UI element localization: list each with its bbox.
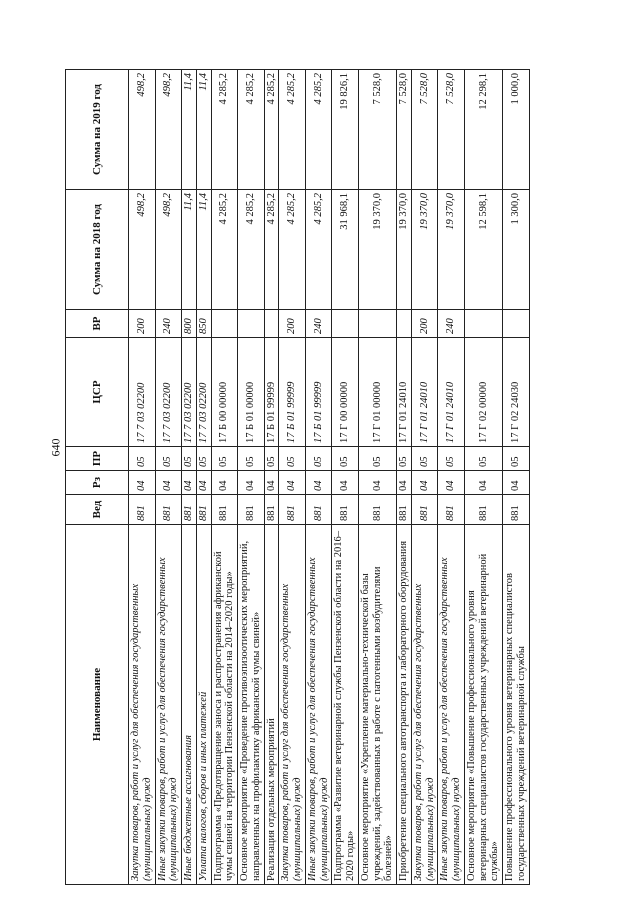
cell-pr: 05: [129, 447, 156, 471]
table-row: [129, 70, 156, 885]
cell-sum-2019: 12 298,1: [464, 70, 502, 190]
budget-table: [65, 69, 530, 885]
cell-rz: 04: [211, 471, 238, 495]
cell-rz: 04: [397, 471, 412, 495]
cell-sum-2018: 498,2: [129, 190, 156, 310]
cell-csr: 17 7 03 02200: [129, 338, 156, 447]
cell-ved: 881: [464, 495, 502, 525]
cell-rz: 04: [264, 471, 279, 495]
cell-name: Иные бюджетные ассигнования: [182, 525, 197, 885]
cell-ved: 881: [182, 495, 197, 525]
cell-name: Закупка товаров, работ и услуг для обеспечения государственных (муниципальных) нужд: [411, 525, 438, 885]
cell-vr: [397, 310, 412, 338]
table-row: [411, 70, 438, 885]
cell-rz: 04: [332, 471, 359, 495]
cell-vr: [332, 310, 359, 338]
cell-pr: 05: [358, 447, 396, 471]
cell-pr: 05: [238, 447, 265, 471]
cell-vr: 240: [438, 310, 465, 338]
table-row: [305, 70, 332, 885]
header-pr: ПР: [66, 447, 129, 471]
cell-sum-2019: 498,2: [129, 70, 156, 190]
cell-rz: 04: [279, 471, 306, 495]
cell-sum-2019: 4 285,2: [238, 70, 265, 190]
cell-csr: 17 Г 01 24010: [411, 338, 438, 447]
cell-sum-2018: 31 968,1: [332, 190, 359, 310]
cell-name: Иные закупки товаров, работ и услуг для обеспечения государственных (муниципальных) нужд: [438, 525, 465, 885]
cell-vr: [264, 310, 279, 338]
cell-sum-2018: 19 370,0: [438, 190, 465, 310]
cell-csr: 17 Б 01 00000: [238, 338, 265, 447]
header-name: Наименование: [66, 525, 129, 885]
cell-rz: 04: [438, 471, 465, 495]
cell-sum-2018: 498,2: [155, 190, 182, 310]
cell-sum-2018: 19 370,0: [397, 190, 412, 310]
cell-ved: 881: [397, 495, 412, 525]
cell-rz: 04: [196, 471, 211, 495]
cell-csr: 17 Г 01 24010: [438, 338, 465, 447]
cell-vr: [503, 310, 530, 338]
cell-rz: 04: [305, 471, 332, 495]
header-vr: ВР: [66, 310, 129, 338]
cell-csr: 17 Г 02 00000: [464, 338, 502, 447]
cell-vr: [211, 310, 238, 338]
cell-csr: 17 7 03 02200: [196, 338, 211, 447]
cell-rz: 04: [464, 471, 502, 495]
cell-ved: 881: [155, 495, 182, 525]
cell-sum-2018: 19 370,0: [358, 190, 396, 310]
cell-sum-2018: 4 285,2: [305, 190, 332, 310]
cell-sum-2019: 11,4: [196, 70, 211, 190]
cell-name: Иные закупки товаров, работ и услуг для обеспечения государственных (муниципальных) нужд: [155, 525, 182, 885]
cell-rz: 04: [411, 471, 438, 495]
cell-name: Закупка товаров, работ и услуг для обеспечения государственных (муниципальных) нужд: [129, 525, 156, 885]
cell-sum-2018: 11,4: [196, 190, 211, 310]
table-body: [129, 70, 530, 885]
cell-sum-2019: 498,2: [155, 70, 182, 190]
cell-sum-2018: 4 285,2: [264, 190, 279, 310]
header-sum-2019: Сумма на 2019 год: [66, 70, 129, 190]
header-rz: Рз: [66, 471, 129, 495]
cell-ved: 881: [264, 495, 279, 525]
cell-sum-2018: 4 285,2: [238, 190, 265, 310]
cell-vr: [358, 310, 396, 338]
cell-rz: 04: [155, 471, 182, 495]
table-row: [279, 70, 306, 885]
cell-vr: 850: [196, 310, 211, 338]
header-sum-2018: Сумма на 2018 год: [66, 190, 129, 310]
table-row: [438, 70, 465, 885]
cell-sum-2019: 1 000,0: [503, 70, 530, 190]
cell-sum-2019: 7 528,0: [397, 70, 412, 190]
cell-ved: 881: [238, 495, 265, 525]
header-ved: Вед: [66, 495, 129, 525]
cell-pr: 05: [155, 447, 182, 471]
cell-pr: 05: [264, 447, 279, 471]
cell-csr: 17 Г 01 24010: [397, 338, 412, 447]
table-row: [155, 70, 182, 885]
cell-name: Основное мероприятие «Укрепление материально-технической базы учреждений, задействованных в работе с патогенными возбудителями болезней»: [358, 525, 396, 885]
cell-ved: 881: [438, 495, 465, 525]
table-row: [264, 70, 279, 885]
table-row: [332, 70, 359, 885]
cell-rz: 04: [358, 471, 396, 495]
cell-ved: 881: [411, 495, 438, 525]
cell-sum-2018: 1 300,0: [503, 190, 530, 310]
cell-ved: 881: [129, 495, 156, 525]
cell-vr: 240: [305, 310, 332, 338]
cell-csr: 17 Г 00 00000: [332, 338, 359, 447]
cell-pr: 05: [279, 447, 306, 471]
cell-pr: 05: [305, 447, 332, 471]
cell-name: Иные закупки товаров, работ и услуг для обеспечения государственных (муниципальных) нужд: [305, 525, 332, 885]
cell-sum-2018: 12 598,1: [464, 190, 502, 310]
cell-pr: 05: [503, 447, 530, 471]
cell-sum-2019: 19 826,1: [332, 70, 359, 190]
table-row: [211, 70, 238, 885]
cell-name: Основное мероприятие «Проведение противоэпизоотических мероприятий, направленных на профилактику африканской чумы свиней»: [238, 525, 265, 885]
rotated-table-container: [65, 70, 595, 885]
cell-rz: 04: [238, 471, 265, 495]
cell-pr: 05: [464, 447, 502, 471]
table-header-row: [66, 70, 129, 885]
cell-vr: 240: [155, 310, 182, 338]
cell-name: Приобретение специального автотранспорта и лабораторного оборудования: [397, 525, 412, 885]
cell-pr: 05: [211, 447, 238, 471]
cell-sum-2018: 4 285,2: [279, 190, 306, 310]
table-row: [397, 70, 412, 885]
cell-ved: 881: [211, 495, 238, 525]
cell-csr: 17 Г 01 00000: [358, 338, 396, 447]
cell-ved: 881: [503, 495, 530, 525]
table-row: [503, 70, 530, 885]
cell-rz: 04: [182, 471, 197, 495]
cell-name: Повышение профессионального уровня ветеринарных специалистов государственных учреждений ветеринарной службы: [503, 525, 530, 885]
cell-name: Закупка товаров, работ и услуг для обеспечения государственных (муниципальных) нужд: [279, 525, 306, 885]
cell-name: Подпрограмма «Предотвращение заноса и распространения африканской чумы свиней на территории Пензенской области на 2014–2020 годы»: [211, 525, 238, 885]
cell-sum-2019: 11,4: [182, 70, 197, 190]
cell-ved: 881: [196, 495, 211, 525]
cell-sum-2019: 4 285,2: [264, 70, 279, 190]
cell-ved: 881: [332, 495, 359, 525]
cell-pr: 05: [332, 447, 359, 471]
cell-pr: 05: [438, 447, 465, 471]
cell-vr: 200: [279, 310, 306, 338]
cell-ved: 881: [279, 495, 306, 525]
cell-csr: 17 7 03 02200: [155, 338, 182, 447]
table-row: [182, 70, 197, 885]
cell-name: Реализация отдельных мероприятий: [264, 525, 279, 885]
table-row: [358, 70, 396, 885]
cell-sum-2019: 4 285,2: [211, 70, 238, 190]
header-csr: ЦСР: [66, 338, 129, 447]
cell-sum-2019: 7 528,0: [358, 70, 396, 190]
cell-csr: 17 Г 02 24030: [503, 338, 530, 447]
cell-pr: 05: [196, 447, 211, 471]
cell-csr: 17 Б 00 00000: [211, 338, 238, 447]
cell-csr: 17 Б 01 99999: [305, 338, 332, 447]
cell-sum-2019: 7 528,0: [438, 70, 465, 190]
cell-sum-2018: 11,4: [182, 190, 197, 310]
cell-csr: 17 7 03 02200: [182, 338, 197, 447]
page-number: 640: [48, 438, 63, 457]
cell-csr: 17 Б 01 99999: [264, 338, 279, 447]
cell-name: Уплата налогов, сборов и иных платежей: [196, 525, 211, 885]
table-row: [196, 70, 211, 885]
cell-vr: [238, 310, 265, 338]
cell-name: Основное мероприятие «Повышение профессионального уровня ветеринарных специалистов государственных учреждений ветеринарной службы»: [464, 525, 502, 885]
cell-name: Подпрограмма «Развитие ветеринарной службы Пензенской области на 2016–2020 годы»: [332, 525, 359, 885]
cell-vr: 200: [129, 310, 156, 338]
cell-sum-2019: 4 285,2: [279, 70, 306, 190]
cell-ved: 881: [305, 495, 332, 525]
cell-pr: 05: [397, 447, 412, 471]
cell-ved: 881: [358, 495, 396, 525]
table-row: [238, 70, 265, 885]
cell-sum-2018: 19 370,0: [411, 190, 438, 310]
cell-rz: 04: [503, 471, 530, 495]
cell-sum-2019: 4 285,2: [305, 70, 332, 190]
table-row: [464, 70, 502, 885]
cell-vr: 200: [411, 310, 438, 338]
cell-vr: 800: [182, 310, 197, 338]
cell-pr: 05: [182, 447, 197, 471]
cell-pr: 05: [411, 447, 438, 471]
cell-sum-2018: 4 285,2: [211, 190, 238, 310]
cell-sum-2019: 7 528,0: [411, 70, 438, 190]
cell-csr: 17 Б 01 99999: [279, 338, 306, 447]
cell-rz: 04: [129, 471, 156, 495]
cell-vr: [464, 310, 502, 338]
